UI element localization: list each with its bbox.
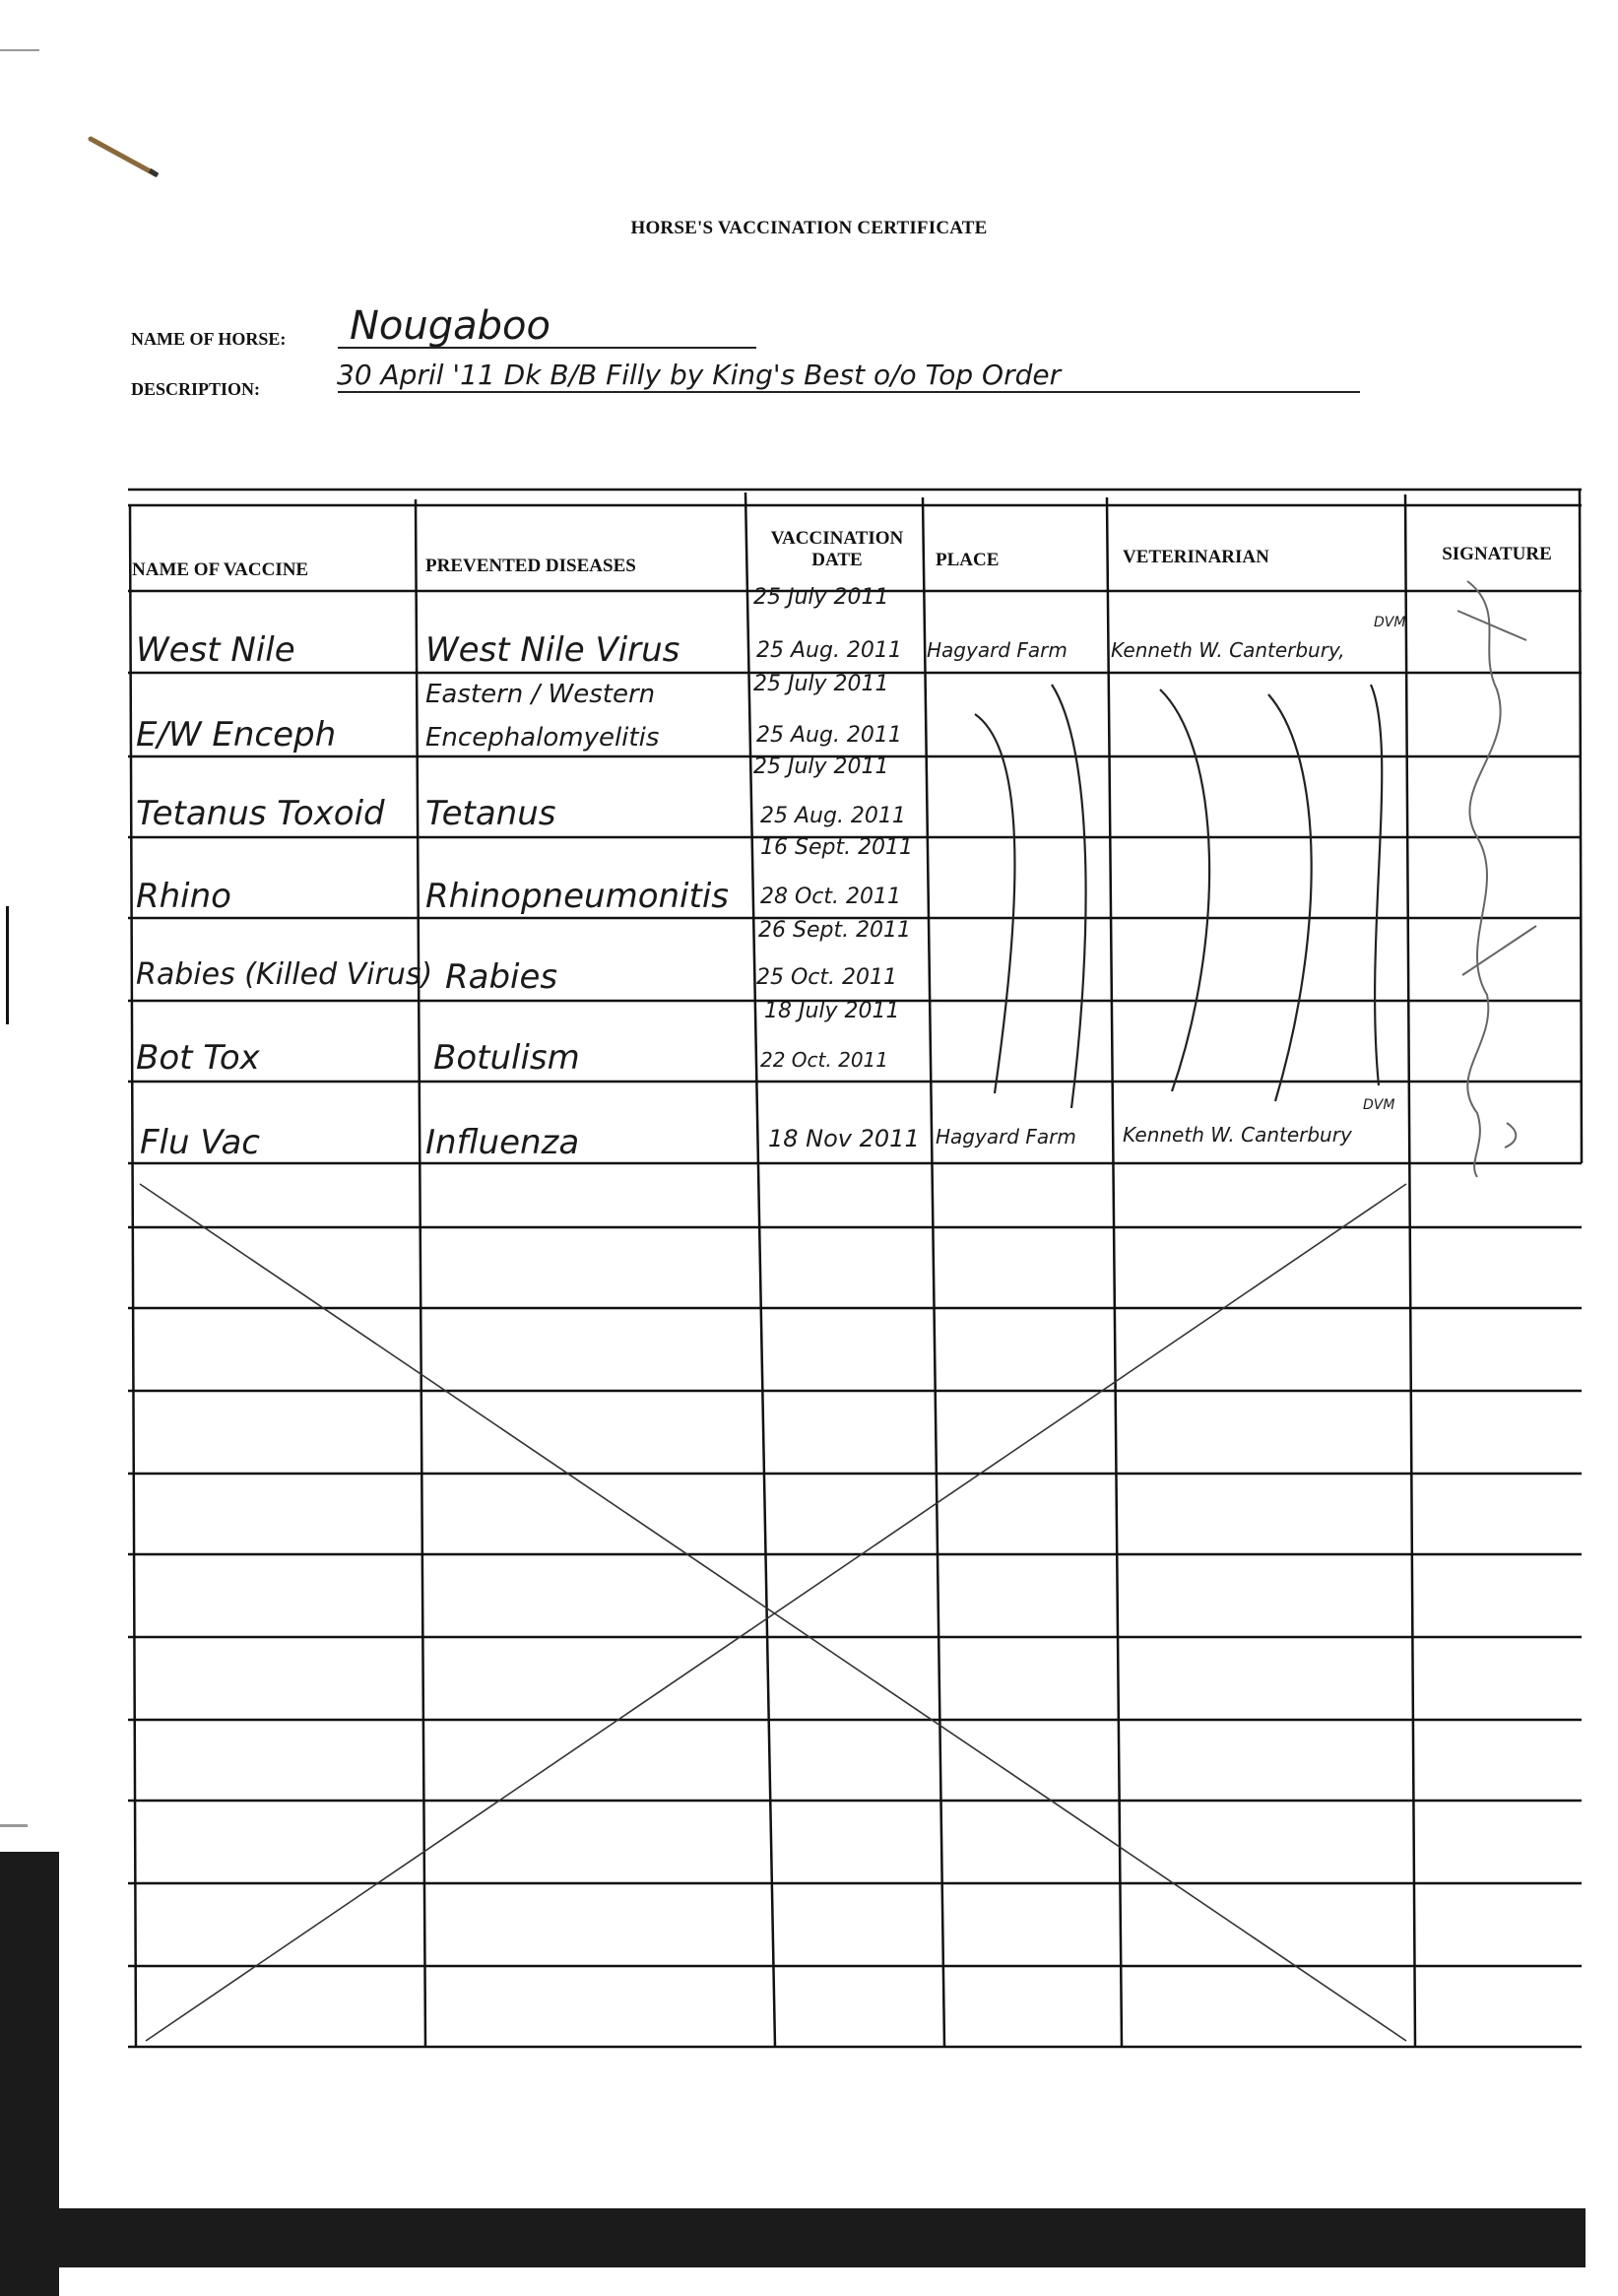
vet-degree: DVM (1374, 615, 1406, 630)
vaccination-date: 16 Sept. 2011 (760, 835, 914, 860)
vaccine-name: West Nile (136, 630, 295, 670)
header-vaccine: NAME OF VACCINE (132, 559, 309, 580)
disease-name: Botulism (433, 1038, 580, 1078)
disease-name: West Nile Virus (425, 630, 680, 670)
veterinarian-name: Kenneth W. Canterbury, (1111, 638, 1345, 662)
veterinarian-name: Kenneth W. Canterbury (1123, 1123, 1352, 1147)
certificate-title: HORSE'S VACCINATION CERTIFICATE (630, 218, 988, 238)
vet-degree: DVM (1363, 1097, 1395, 1113)
vaccine-name: E/W Enceph (136, 715, 337, 754)
vaccination-date: 18 July 2011 (764, 999, 900, 1023)
scan-shadow (0, 2208, 1586, 2267)
vaccination-date: 25 Aug. 2011 (756, 723, 902, 748)
vaccine-name: Rhino (136, 877, 231, 916)
header-date: VACCINATION DATE (770, 528, 904, 570)
description-label: DESCRIPTION: (131, 379, 261, 399)
disease-name: Tetanus (425, 794, 556, 833)
disease-name: Rhinopneumonitis (425, 877, 729, 916)
vaccine-name: Flu Vac (140, 1123, 260, 1162)
vaccine-name: Bot Tox (136, 1038, 260, 1078)
disease-name: Influenza (425, 1123, 580, 1162)
vaccination-date: 25 July 2011 (753, 672, 889, 696)
disease-name: Rabies (445, 957, 558, 997)
disease-name: Encephalomyelitis (425, 723, 660, 753)
description-value: 30 April '11 Dk B/B Filly by King's Best o/o Top Order (337, 359, 1062, 391)
vaccination-date: 25 Oct. 2011 (756, 965, 897, 990)
vaccination-date: 22 Oct. 2011 (760, 1048, 888, 1072)
vaccination-date: 28 Oct. 2011 (760, 885, 901, 909)
name-of-horse-label: NAME OF HORSE: (131, 329, 287, 349)
vaccination-date: 26 Sept. 2011 (758, 918, 912, 943)
header-place: PLACE (936, 550, 1000, 570)
place-value: Hagyard Farm (936, 1125, 1076, 1148)
header-disease: PREVENTED DISEASES (425, 556, 636, 576)
vaccination-date: 18 Nov 2011 (768, 1125, 920, 1152)
name-of-horse-value: Nougaboo (350, 303, 550, 349)
vaccination-date: 25 July 2011 (753, 754, 889, 779)
header-signature: SIGNATURE (1442, 544, 1552, 564)
vaccination-date: 25 Aug. 2011 (756, 638, 902, 663)
vaccination-date: 25 Aug. 2011 (760, 804, 906, 828)
disease-name: Eastern / Western (425, 680, 656, 709)
vaccine-name: Rabies (Killed Virus) (136, 957, 433, 992)
header-vet: VETERINARIAN (1123, 547, 1269, 567)
vaccine-name: Tetanus Toxoid (136, 794, 385, 833)
vaccination-date: 25 July 2011 (753, 585, 889, 610)
place-value: Hagyard Farm (927, 638, 1068, 662)
